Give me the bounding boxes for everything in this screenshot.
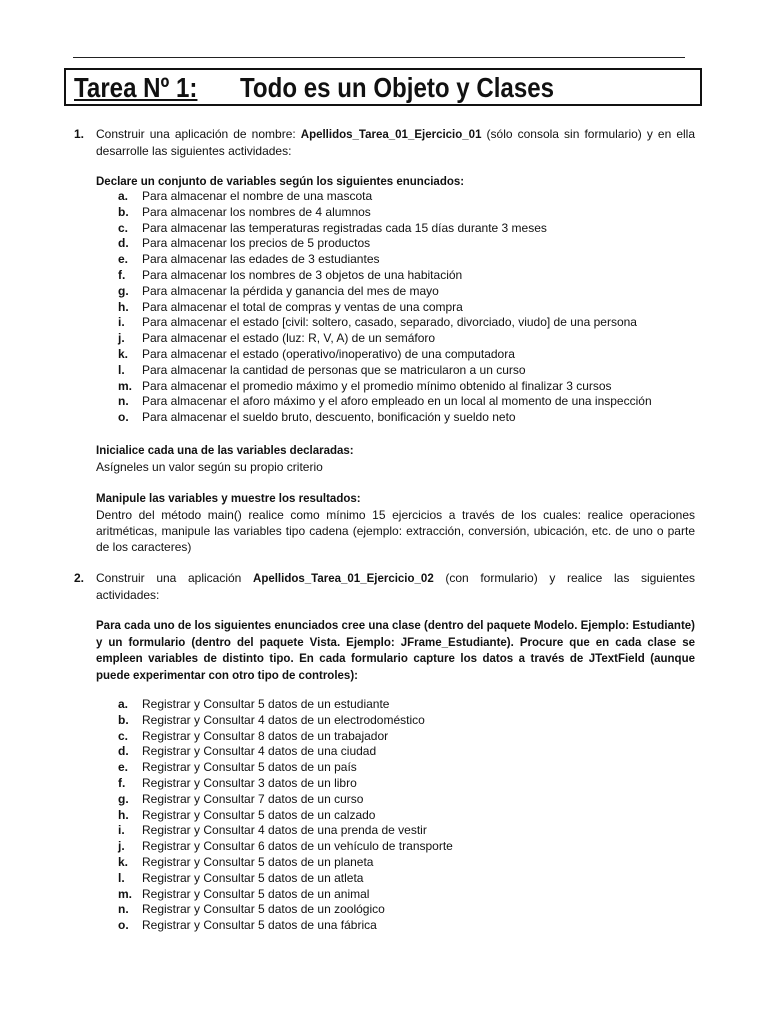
exercise-1-intro-post: (sólo consola sin formulario) y en ella desarrolle las siguientes actividades: xyxy=(96,127,696,158)
list-letter: n. xyxy=(118,394,129,409)
list-letter: d. xyxy=(118,236,129,251)
list-letter: c. xyxy=(118,728,129,743)
list-item-text: Para almacenar el estado [civil: soltero, casado, separado, divorciado, viudo] de una persona xyxy=(142,315,637,330)
list-item-text: Para almacenar el aforo máximo y el aforo empleado en un local al momento de una inspección xyxy=(142,394,652,409)
list-letter: h. xyxy=(118,807,129,822)
list-item-text: Para almacenar la pérdida y ganancia del mes de mayo xyxy=(142,283,439,298)
title-label: Tarea Nº 1: xyxy=(74,72,198,103)
list-letter: l. xyxy=(118,362,125,377)
variables-list xyxy=(96,189,652,426)
variable-item xyxy=(96,379,652,395)
class-item xyxy=(96,823,453,839)
list-letter: i. xyxy=(118,315,125,330)
class-item xyxy=(96,871,453,887)
exercise-2-intro-post: (con formulario) y realice las siguientes actividades: xyxy=(96,571,696,602)
list-item-text: Registrar y Consultar 5 datos de un zoológico xyxy=(142,902,385,917)
list-letter: f. xyxy=(118,775,126,790)
list-letter: e. xyxy=(118,252,129,267)
class-item xyxy=(96,918,453,934)
variable-item xyxy=(96,236,652,252)
class-item xyxy=(96,776,453,792)
exercise-1-intro xyxy=(96,126,695,159)
list-item-text: Registrar y Consultar 4 datos de un electrodoméstico xyxy=(142,712,425,727)
list-item-text: Registrar y Consultar 5 datos de un animal xyxy=(142,886,370,901)
list-letter: k. xyxy=(118,346,129,361)
exercise-2-project-name: Apellidos_Tarea_01_Ejercicio_02 xyxy=(253,573,434,585)
list-item-text: Para almacenar las edades de 3 estudiantes xyxy=(142,252,380,267)
class-item xyxy=(96,839,453,855)
class-item xyxy=(96,760,453,776)
top-divider xyxy=(73,57,685,58)
list-letter: o. xyxy=(118,918,129,933)
list-item-text: Registrar y Consultar 3 datos de un libro xyxy=(142,775,357,790)
variable-item xyxy=(96,300,652,316)
exercise-1-number: 1. xyxy=(74,127,85,141)
list-item-text: Registrar y Consultar 5 datos de una fábrica xyxy=(142,918,377,933)
exercise-1-intro-pre: Construir una aplicación de nombre: xyxy=(96,127,301,141)
list-letter: l. xyxy=(118,870,125,885)
list-item-text: Registrar y Consultar 5 datos de un estudiante xyxy=(142,697,390,711)
variable-item xyxy=(96,315,652,331)
list-item-text: Registrar y Consultar 4 datos de una prenda de vestir xyxy=(142,823,427,838)
variable-item xyxy=(96,268,652,284)
manipulate-text: Dentro del método main() realice como mínimo 15 ejercicios a través de los cuales: realice operaciones aritméticas, manipule las variables tipo cadena (ejemplo: extracción, conversión, ubicación, etc. de uno o parte de los caracteres) xyxy=(96,508,695,554)
list-item-text: Registrar y Consultar 5 datos de un atleta xyxy=(142,870,364,885)
variable-item xyxy=(96,221,652,237)
declare-heading: Declare un conjunto de variables según los siguientes enunciados: xyxy=(96,176,465,188)
init-text: Asígneles un valor según su propio criterio xyxy=(96,460,323,474)
class-item xyxy=(96,792,453,808)
list-letter: e. xyxy=(118,760,129,775)
class-item xyxy=(96,902,453,918)
list-item-text: Registrar y Consultar 5 datos de un calzado xyxy=(142,807,376,822)
list-item-text: Para almacenar los nombres de 3 objetos de una habitación xyxy=(142,267,463,282)
list-item-text: Para almacenar el promedio máximo y el promedio mínimo obtenido al finalizar 3 cursos xyxy=(142,378,612,393)
class-item xyxy=(96,808,453,824)
list-item-text: Registrar y Consultar 4 datos de una ciudad xyxy=(142,744,377,759)
variable-item xyxy=(96,284,652,300)
list-item-text: Para almacenar el total de compras y ventas de una compra xyxy=(142,299,463,314)
list-letter: b. xyxy=(118,204,129,219)
page-title: Todo es un Objeto y Clases xyxy=(240,72,554,103)
list-item-text: Registrar y Consultar 6 datos de un vehículo de transporte xyxy=(142,839,453,854)
list-item-text: Registrar y Consultar 8 datos de un trabajador xyxy=(142,728,389,743)
variable-item xyxy=(96,347,652,363)
list-letter: j. xyxy=(118,839,125,854)
list-letter: f. xyxy=(118,267,126,282)
class-item xyxy=(96,855,453,871)
title-box xyxy=(64,68,702,106)
variable-item xyxy=(96,410,652,426)
list-letter: i. xyxy=(118,823,125,838)
list-letter: a. xyxy=(118,189,129,203)
variable-item xyxy=(96,252,652,268)
list-item-text: Para almacenar los precios de 5 productos xyxy=(142,236,371,251)
manipulate-heading: Manipule las variables y muestre los resultados: xyxy=(96,493,361,505)
list-item-text: Para almacenar el estado (luz: R, V, A) de un semáforo xyxy=(142,331,436,346)
list-item-text: Para almacenar los nombres de 4 alumnos xyxy=(142,204,371,219)
list-letter: h. xyxy=(118,299,129,314)
list-letter: k. xyxy=(118,854,129,869)
list-item-text: Registrar y Consultar 5 datos de un planeta xyxy=(142,854,374,869)
list-letter: j. xyxy=(118,331,125,346)
exercise-2-number: 2. xyxy=(74,571,85,585)
classes-list xyxy=(96,697,453,934)
list-item-text: Registrar y Consultar 7 datos de un curso xyxy=(142,791,364,806)
exercise-2-intro xyxy=(96,570,695,603)
list-item-text: Para almacenar el nombre de una mascota xyxy=(142,189,373,203)
init-heading: Inicialice cada una de las variables declaradas: xyxy=(96,445,354,457)
exercise-2-intro-pre: Construir una aplicación xyxy=(96,571,254,585)
list-item-text: Para almacenar el estado (operativo/inoperativo) de una computadora xyxy=(142,346,515,361)
class-item xyxy=(96,887,453,903)
exercise-1-project-name: Apellidos_Tarea_01_Ejercicio_01 xyxy=(300,129,482,141)
list-letter: m. xyxy=(118,886,133,901)
variable-item xyxy=(96,394,652,410)
list-item-text: Para almacenar el sueldo bruto, descuento, bonificación y sueldo neto xyxy=(142,410,516,425)
exercise-2-instructions: Para cada uno de los siguientes enunciados cree una clase (dentro del paquete Modelo. Ejemplo: Estudiante) y un formulario (dentro del paquete Vista. Ejemplo: JFrame_Estudiante). Procure que en cada clase se empleen variables de distinto tipo. En cada formulario capture los datos a través de JTextField (aunque puede experimentar con otro tipo de controles): xyxy=(96,620,695,682)
list-letter: g. xyxy=(118,283,129,298)
list-letter: c. xyxy=(118,220,129,235)
variable-item xyxy=(96,331,652,347)
class-item xyxy=(96,697,453,713)
variable-item xyxy=(96,205,652,221)
list-item-text: Registrar y Consultar 5 datos de un país xyxy=(142,760,357,775)
list-letter: m. xyxy=(118,378,133,393)
list-item-text: Para almacenar las temperaturas registradas cada 15 días durante 3 meses xyxy=(142,220,547,235)
list-letter: b. xyxy=(118,712,129,727)
list-letter: d. xyxy=(118,744,129,759)
list-letter: g. xyxy=(118,791,129,806)
list-letter: n. xyxy=(118,902,129,917)
class-item xyxy=(96,744,453,760)
list-letter: o. xyxy=(118,410,129,425)
class-item xyxy=(96,729,453,745)
variable-item xyxy=(96,189,652,205)
class-item xyxy=(96,713,453,729)
list-letter: a. xyxy=(118,697,129,711)
list-item-text: Para almacenar la cantidad de personas que se matricularon a un curso xyxy=(142,362,526,377)
variable-item xyxy=(96,363,652,379)
